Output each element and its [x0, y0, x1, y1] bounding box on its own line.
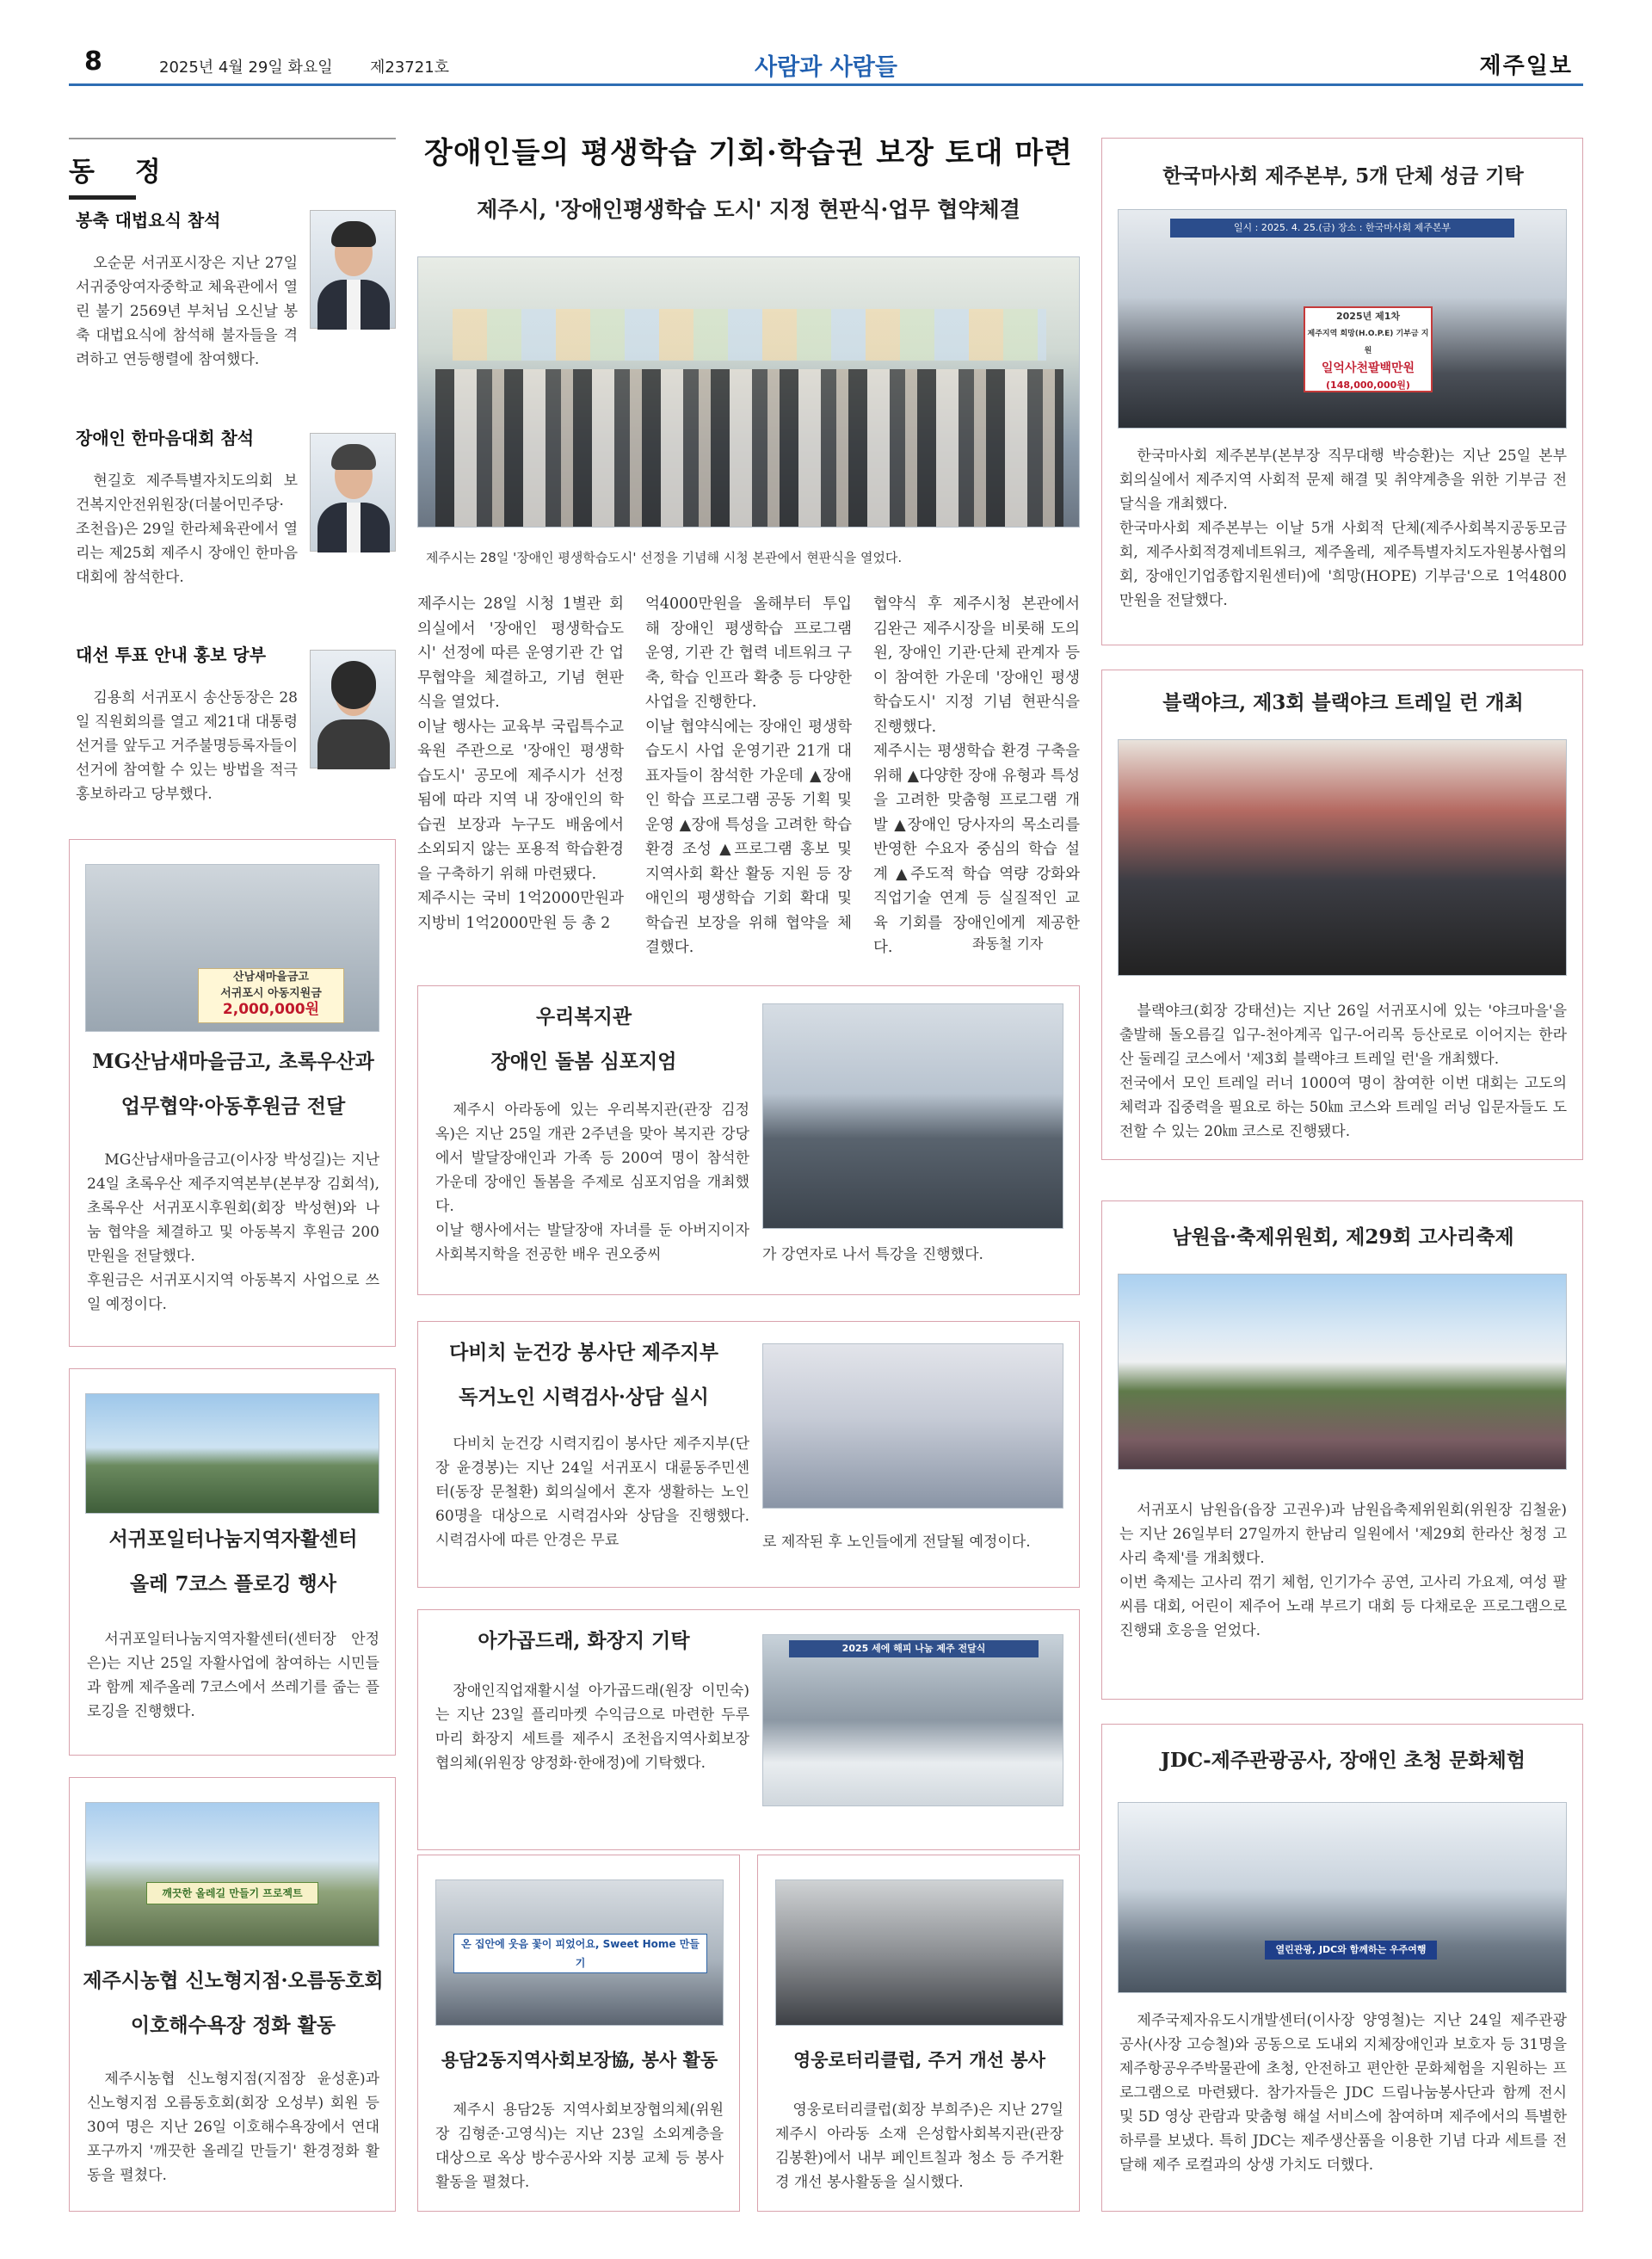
article-nonghyup: [69, 1777, 396, 2212]
people-item-text: 김용희 서귀포시 송산동장은 28일 직원회의를 열고 제21대 대통령선거를 앞두고 거주불명등록자들이 선거에 참여할 수 있는 방법을 적극 홍보하라고 당부했다.: [76, 689, 298, 803]
main-column-3: 협약식 후 제주시청 본관에서 김완근 제주시장을 비롯해 도의원, 장애인 기관·단체 관계자 등이 참여한 가운데 '장애인 평생학습도시' 지정 기념 현판식을 진행했다. 제주시는 평생학습 환경 구축을 위해 ▲다양한 장애 유형과 특성을 고려한 맞춤형 프로그램 개발 ▲장애인 당사자의 목소리를 반영한 수요자 중심의 학습 설계 ▲주도적 학습 역량 강화와 직업기술 연계 등 실질적인 교육 기회를 장애인에게 제공한다.: [873, 596, 1080, 956]
article-title: 다비치 눈건강 봉사단 제주지부: [449, 1341, 718, 1364]
people-item-3: [69, 641, 396, 803]
article-photo: [1118, 1274, 1567, 1470]
article-title: 제주시농협 신노형지점·오름동호회: [83, 1969, 384, 1992]
article-photo: [1118, 1802, 1567, 1993]
article-title-2: 올레 7코스 플로깅 행사: [130, 1572, 336, 1595]
article-text: 한국마사회 제주본부(본부장 직무대행 박승환)는 지난 25일 본부 회의실에서 제주지역 사회적 문제 해결 및 취약계층을 위한 기부금 전달식을 개최했다. 한국마사회 제주본부는 이날 5개 사회적 단체(제주사회복지공동모금회, 제주사회적경제네트워크, 제주올레, 제주특별자치도자원봉사협의회, 장애인기업종합지원센터)에 '희망(HOPE) 기부금'으로 1억4800만원을 전달했다.: [1119, 447, 1567, 609]
article-photo: [85, 864, 379, 1032]
article-text: 서귀포일터나눔지역자활센터(센터장 안정은)는 지난 25일 자활사업에 참여하는 시민들과 함께 제주올레 7코스에서 쓰레기를 줍는 플로깅을 진행했다.: [87, 1631, 379, 1720]
issue-number: 제23721호: [370, 59, 450, 77]
article-photo: [762, 1634, 1063, 1806]
article-blackyak: [1101, 670, 1583, 1160]
article-photo: [435, 1879, 724, 2026]
article-rotary: [757, 1855, 1080, 2212]
event-banner: 온 집안에 웃음 꽃이 피었어요, Sweet Home 만들기: [453, 1934, 707, 1973]
article-text-2: 가 강연자로 나서 특강을 진행했다.: [762, 1246, 983, 1263]
people-item-2: [69, 424, 396, 586]
article-photo: [775, 1879, 1063, 2026]
newspaper-logo: 제주일보: [1479, 53, 1573, 79]
article-title: MG산남새마을금고, 초록우산과: [92, 1050, 374, 1073]
article-title-2: 장애인 돌봄 심포지엄: [490, 1050, 677, 1073]
main-column-1: 제주시는 28일 시청 1별관 회의실에서 '장애인 평생학습도시' 선정에 따른 운영기관 간 업무협약을 체결하고, 기념 현판식을 열었다. 이날 행사는 교육부 국립특수교육원 주관으로 '장애인 평생학습도시' 공모에 제주시가 선정됨에 따라 지역 내 장애인의 학습권 보장과 누구도 배움에서 소외되지 않는 포용적 학습환경을 구축하기 위해 마련됐다. 제주시는 국비 1억2000만원과 지방비 1억2000만원 등 총 2: [417, 596, 624, 932]
main-headline: 장애인들의 평생학습 기회·학습권 보장 토대 마련: [424, 136, 1073, 170]
article-agagom: [417, 1609, 1080, 1850]
article-namwon: [1101, 1200, 1583, 1700]
article-jdc: [1101, 1724, 1583, 2212]
article-photo: [762, 1343, 1063, 1509]
article-title: JDC-제주관광공사, 장애인 초청 문화체험: [1161, 1749, 1526, 1772]
portrait-photo: [310, 650, 396, 768]
people-item-text: 오순문 서귀포시장은 지난 27일 서귀중앙여자중학교 체육관에서 열린 불기 2569년 부처님 오신날 봉축 대법요식에 참석해 불자들을 격려하고 연등행렬에 참여했다.: [76, 255, 298, 368]
event-banner: 열린관광, JDC와 함께하는 우주여행: [1265, 1941, 1437, 1960]
article-title: 우리복지관: [535, 1005, 632, 1028]
side-section-title: 동 정: [69, 138, 396, 200]
people-item-text: 현길호 제주특별자치도의회 보건복지안전위원장(더불어민주당·조천읍)은 29일 한라체육관에서 열리는 제25회 제주시 장애인 한마음대회에 참석한다.: [76, 472, 298, 586]
article-text: MG산남새마을금고(이사장 박성길)는 지난 24일 초록우산 제주지역본부(본부장 김회석), 초록우산 서귀포시후원회(회장 박성현)와 나눔 협약을 체결하고 및 아동복지 후원금 200만원을 전달했다. 후원금은 서귀포시지역 아동복지 사업으로 쓰일 예정이다.: [87, 1151, 379, 1313]
main-column-2: 억4000만원을 올해부터 투입해 장애인 평생학습 프로그램 운영, 기관 간 협력 네트워크 구축, 학습 인프라 확충 등 다양한 사업을 진행한다. 이날 협약식에는 장애인 평생학습도시 사업 운영기관 21개 대표자들이 참석한 가운데 ▲장애인 학습 프로그램 공동 기획 및 운영 ▲장애 특성을 고려한 학습환경 조성 ▲프로그램 홍보 및 지역사회 확산 활동 지원 등 장애인의 평생학습 기회 확대 및 학습권 보장을 위해 협약을 체결했다.: [645, 596, 852, 956]
article-photo: [1118, 209, 1567, 429]
article-woori: [417, 985, 1080, 1295]
article-yongdam: [417, 1855, 740, 2212]
article-title: 블랙야크, 제3회 블랙야크 트레일 런 개최: [1162, 691, 1524, 714]
main-subheadline: 제주시, '장애인평생학습 도시' 지정 현판식·업무 협약체결: [477, 197, 1020, 222]
event-banner: 일시 : 2025. 4. 25.(금) 장소 : 한국마사회 제주본부: [1170, 219, 1514, 238]
people-item-title: 대선 투표 안내 홍보 당부: [76, 645, 267, 665]
section-title: 사람과 사람들: [755, 54, 897, 81]
main-photo: [417, 256, 1080, 528]
article-text: 장애인직업재활시설 아가곱드래(원장 이민숙)는 지난 23일 플리마켓 수익금으로 마련한 두루마리 화장지 세트를 제주시 조천읍지역사회보장협의체(위원장 양정화·한애정)에 기탁했다.: [435, 1682, 749, 1772]
article-text-2: 로 제작된 후 노인들에게 전달될 예정이다.: [762, 1534, 1031, 1551]
article-title: 서귀포일터나눔지역자활센터: [108, 1528, 358, 1551]
people-item-title: 장애인 한마음대회 참석: [76, 428, 255, 448]
article-kra: [1101, 138, 1583, 645]
people-item-1: [69, 207, 396, 368]
donation-board: 2025년 제1차 제주지역 희망(H.O.P.E) 기부금 지원 일억사천팔백만원 (148,000,000원): [1304, 306, 1433, 392]
event-banner: 깨끗한 올레길 만들기 프로젝트: [146, 1882, 318, 1904]
article-text: 제주시 용담2동 지역사회보장협의체(위원장 김형준·고영식)는 지난 23일 소외계층을 대상으로 옥상 방수공사와 지붕 교체 등 봉사활동을 펼쳤다.: [435, 2102, 724, 2191]
issue-date: 2025년 4월 29일 화요일: [159, 59, 333, 77]
article-photo: [85, 1393, 379, 1514]
article-title: 용담2동지역사회보장協, 봉사 활동: [441, 2049, 718, 2071]
article-text: 서귀포시 남원읍(읍장 고권우)과 남원읍축제위원회(위원장 김철윤)는 지난 26일부터 27일까지 한남리 일원에서 '제29회 한라산 청정 고사리 축제'를 개최했다. 이번 축제는 고사리 꺾기 체험, 인기가수 공연, 고사리 가요제, 여성 팔씨름 대회, 어린이 제주어 노래 부르기 대회 등 다채로운 프로그램으로 진행돼 호응을 얻었다.: [1119, 1502, 1567, 1639]
article-title: 아가곱드래, 화장지 기탁: [478, 1629, 690, 1652]
article-text: 블랙야크(회장 강태선)는 지난 26일 서귀포시에 있는 '야크마을'을 출발해 돌오름길 입구-천아계곡 입구-어리목 등산로로 이어지는 한라산 둘레길 코스에서 '제3회 블랙야크 트레일 런'을 개최했다. 전국에서 모인 트레일 러너 1000여 명이 참여한 이번 대회는 고도의 체력과 집중력을 필요로 하는 50㎞ 코스와 트레일 러닝 입문자들도 도전할 수 있는 20㎞ 코스로 진행됐다.: [1119, 1003, 1567, 1140]
article-title: 남원읍·축제위원회, 제29회 고사리축제: [1172, 1225, 1514, 1249]
article-title-2: 이호해수욕장 정화 활동: [130, 2014, 336, 2037]
article-title-2: 업무협약·아동후원금 전달: [120, 1095, 346, 1118]
people-item-title: 봉축 대법요식 참석: [76, 210, 221, 231]
event-banner: 2025 세에 해피 나눔 제주 전달식: [789, 1640, 1039, 1657]
article-text: 제주시 아라동에 있는 우리복지관(관장 김정옥)은 지난 25일 개관 2주년을 맞아 복지관 강당에서 발달장애인과 가족 등 200여 명이 참석한 가운데 장애인 돌봄을 주제로 심포지엄을 개최했다. 이날 행사에서는 발달장애 자녀를 둔 아버지이자 사회복지학을 전공한 배우 권오중씨: [435, 1102, 749, 1263]
article-seogwipo: [69, 1368, 396, 1756]
article-photo: [1118, 739, 1567, 976]
byline: 좌동철 기자: [972, 935, 1044, 952]
article-dabichi: [417, 1321, 1080, 1588]
article-title: 한국마사회 제주본부, 5개 단체 성금 기탁: [1162, 164, 1524, 188]
portrait-photo: [310, 210, 396, 329]
article-text: 제주시농협 신노형지점(지점장 윤성훈)과 신노형지점 오름동호회(회장 오성부) 회원 등 30여 명은 지난 26일 이호해수욕장에서 연대포구까지 '깨끗한 올레길 만들기' 환경정화 활동을 펼쳤다.: [87, 2071, 379, 2184]
article-title: 영웅로터리클럽, 주거 개선 봉사: [793, 2049, 1045, 2071]
article-text: 제주국제자유도시개발센터(이사장 양영철)는 지난 24일 제주관광공사(사장 고승철)와 공동으로 도내외 지체장애인과 보호자 등 31명을 제주항공우주박물관에 초청, 안전하고 편안한 문화체험을 지원하는 프로그램으로 마련됐다. 참가자들은 JDC 드림나눔봉사단과 함께 전시 및 5D 영상 관람과 맞춤형 해설 서비스에 참여하며 제주에서의 특별한 하루를 보냈다. 특히 JDC는 제주생산품을 이용한 기념 다과 세트를 전달해 제주 로컬과의 상생 가치도 더했다.: [1119, 2012, 1567, 2174]
article-photo: [85, 1802, 379, 1947]
page-header: [69, 43, 1583, 86]
article-text: 영웅로터리클럽(회장 부희주)은 지난 27일 제주시 아라동 소재 은성합사회복지관(관장 김봉환)에서 내부 페인트칠과 청소 등 주거환경 개선 봉사활동을 실시했다.: [775, 2102, 1063, 2191]
article-mg: [69, 839, 396, 1347]
page-number: 8: [84, 46, 102, 77]
article-photo: [762, 1003, 1063, 1229]
article-text: 다비치 눈건강 시력지킴이 봉사단 제주지부(단장 윤경봉)는 지난 24일 서귀포시 대륜동주민센터(동장 문철환) 회의실에서 혼자 생활하는 노인 60명을 대상으로 시력검사와 상담을 진행했다. 시력검사에 따른 안경은 무료: [435, 1435, 749, 1549]
article-title-2: 독거노인 시력검사·상담 실시: [459, 1386, 709, 1409]
donation-board: 산남새마을금고 서귀포시 아동지원금 2,000,000원: [198, 968, 344, 1023]
main-photo-caption: 제주시는 28일 '장애인 평생학습도시' 선정을 기념해 시청 본관에서 현판식을 열었다.: [426, 550, 903, 565]
portrait-photo: [310, 433, 396, 552]
